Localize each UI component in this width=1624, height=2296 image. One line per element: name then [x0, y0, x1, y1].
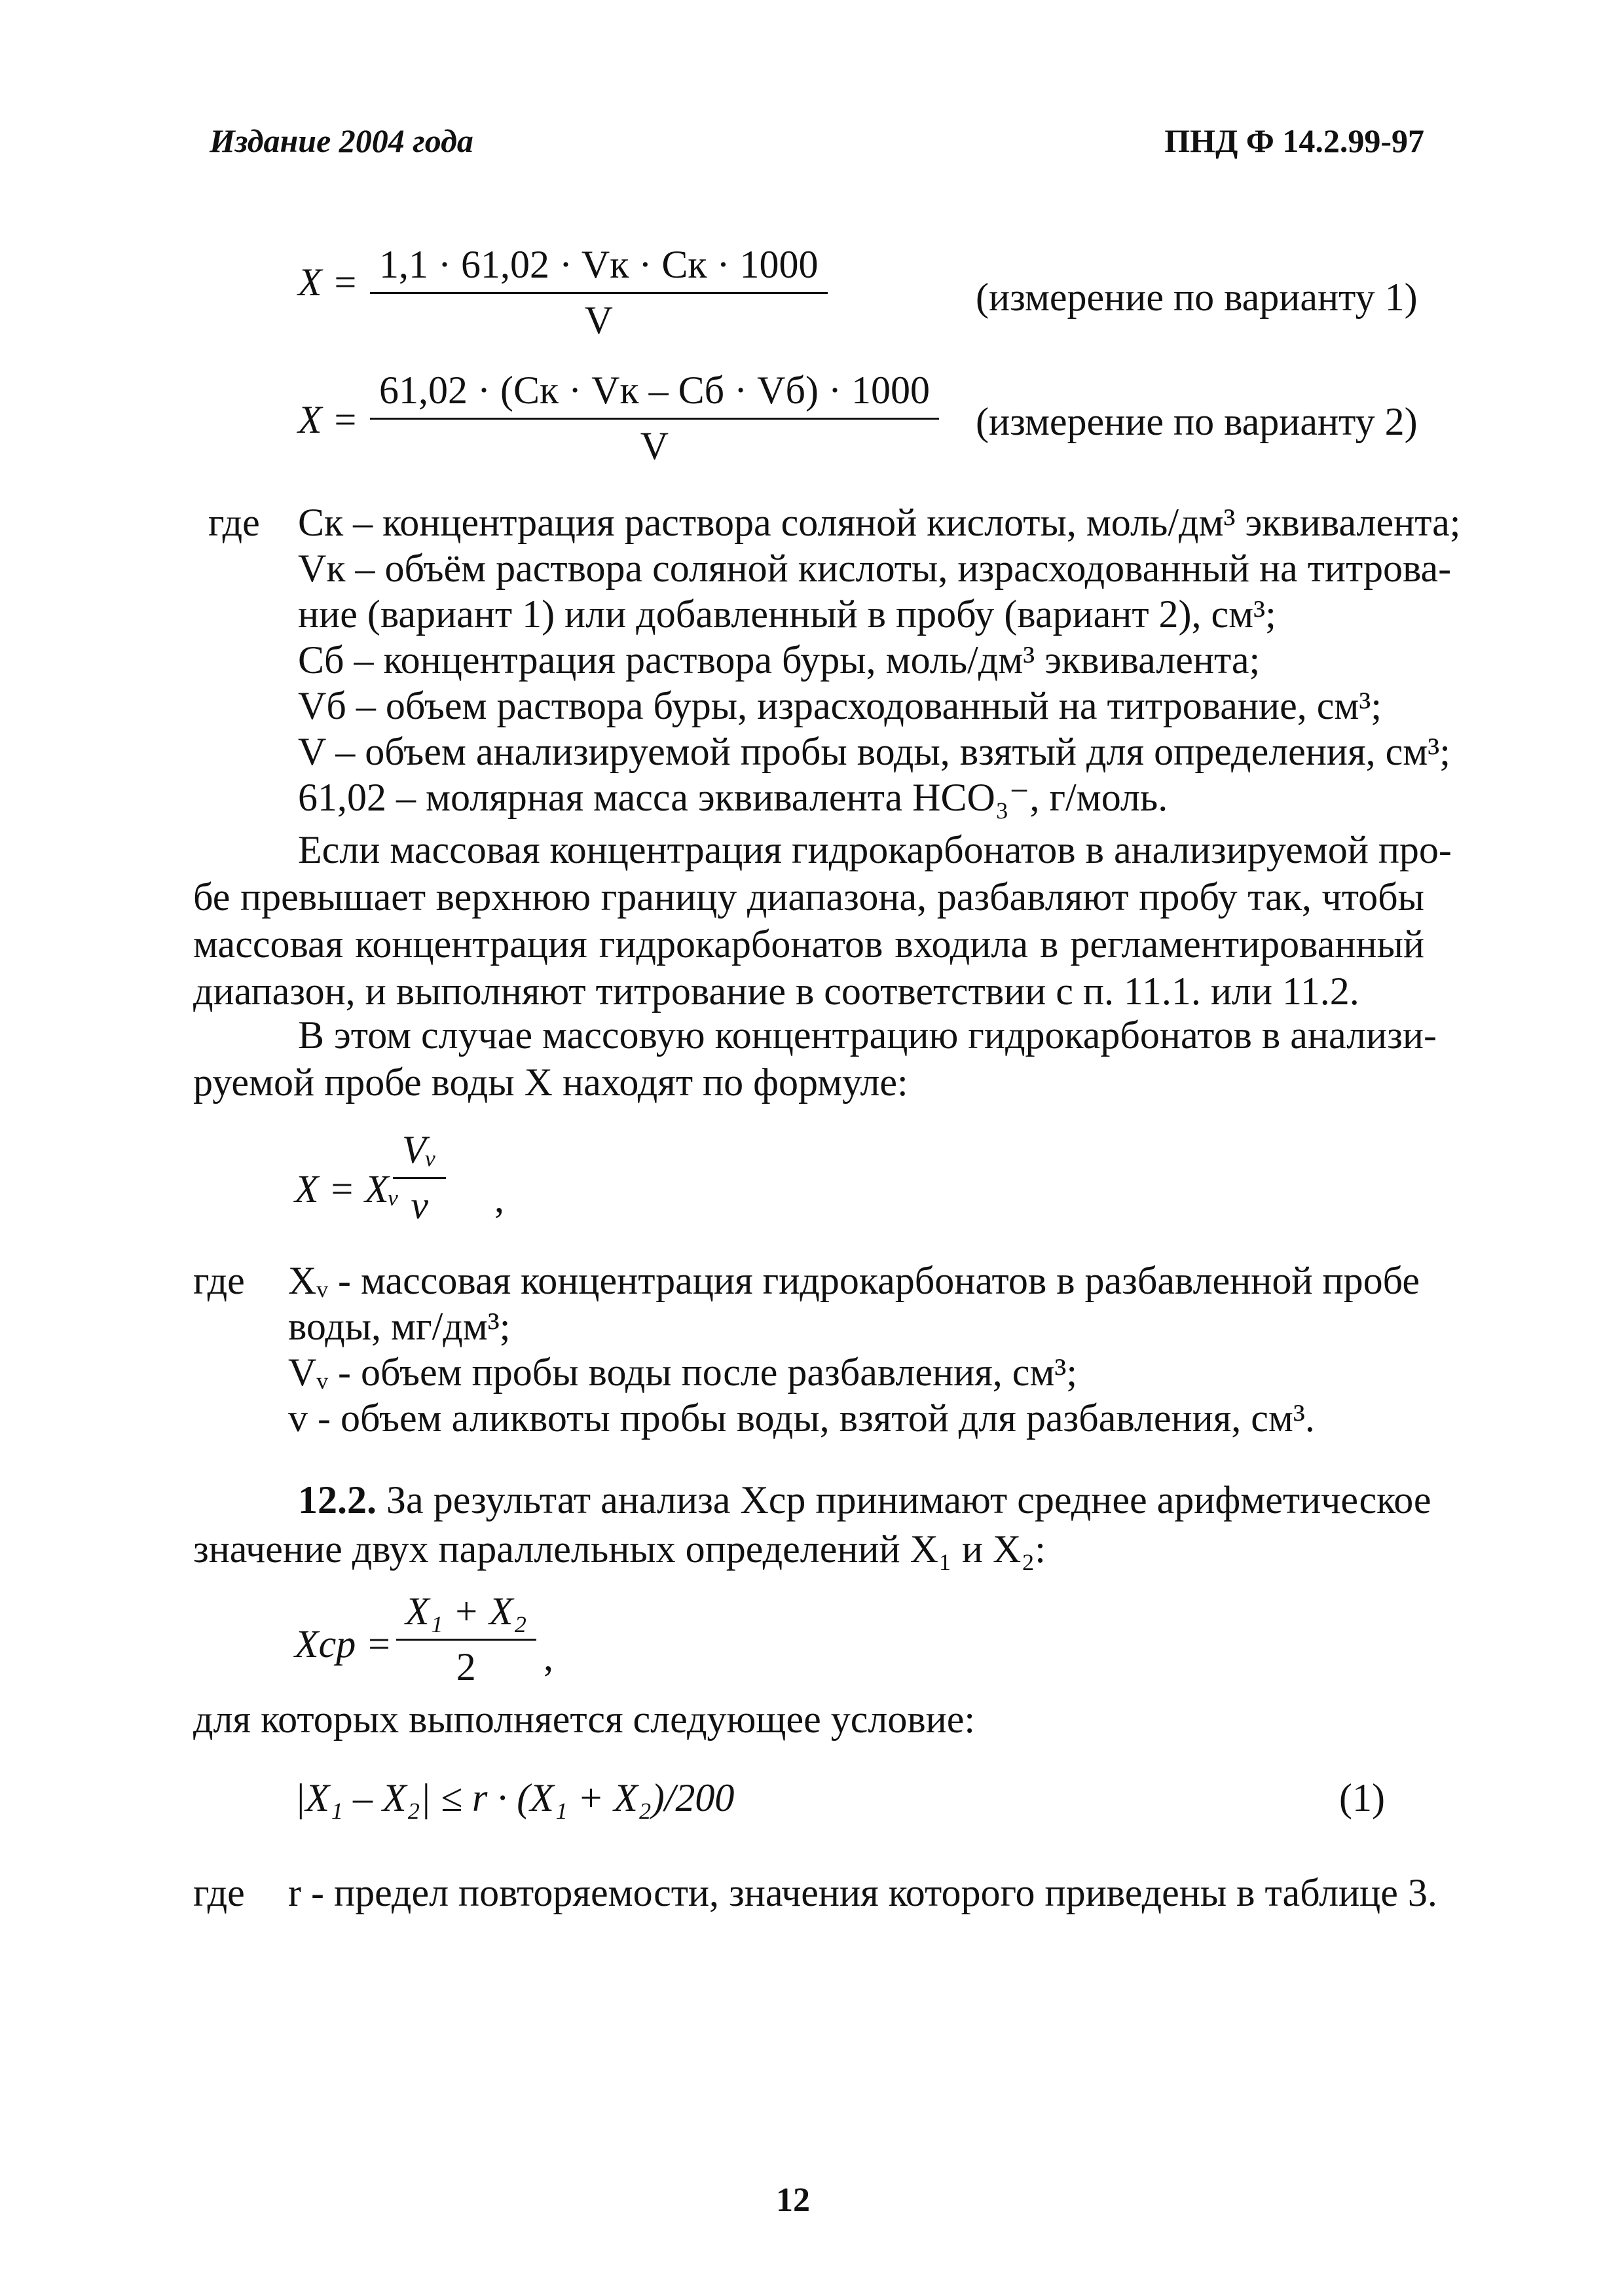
section-line-2: значение двух параллельных определений X₁ и X₂:	[193, 1527, 1046, 1571]
formula2-fraction	[370, 367, 939, 469]
formula4-lhs: Xср =	[295, 1622, 392, 1666]
paragraph1-line: диапазон, и выполняют титрование в соответствии с п. 11.1. или 11.2.	[193, 970, 1359, 1013]
equation-number: (1)	[1339, 1776, 1385, 1819]
where3-label: где	[193, 1871, 245, 1914]
paragraph-dilution	[193, 826, 1452, 1015]
where1-line-2: Vк – объём раствора соляной кислоты, израсходованный на титрова-	[298, 547, 1452, 590]
formula2-note: (измерение по варианту 2)	[976, 400, 1418, 443]
where2-line-4: v - объем аликвоты пробы воды, взятой для разбавления, см³.	[288, 1396, 1315, 1440]
formula1-numerator: 1,1 · 61,02 · Vк · Cк · 1000	[379, 243, 819, 286]
formula2-denominator: V	[640, 424, 669, 467]
paragraph1-line: массовая концентрация гидрокарбонатов входила в регламентированный	[193, 922, 1424, 966]
formula1-fraction	[370, 241, 828, 344]
formula3-lhs: X = Xᵥ	[295, 1167, 400, 1211]
formula4-fraction	[396, 1588, 536, 1690]
paragraph-formula-intro	[193, 1011, 1437, 1106]
formula4-denominator: 2	[456, 1645, 476, 1688]
where1-label: где	[208, 501, 260, 544]
where1-line-4: Cб – концентрация раствора буры, моль/дм³ эквивалента;	[298, 638, 1261, 682]
formula2-numerator: 61,02 · (Cк · Vк – Cб · Vб) · 1000	[379, 369, 930, 412]
where2-line-3: Vᵥ - объем пробы воды после разбавления, см³;	[288, 1351, 1078, 1394]
section-line-1: За результат анализа Xср принимают среднее арифметическое	[386, 1478, 1431, 1522]
paragraph2-line: руемой пробе воды X находят по формуле:	[193, 1061, 908, 1104]
section-number: 12.2.	[298, 1478, 377, 1522]
where1-line-3: ние (вариант 1) или добавленный в пробу (вариант 2), см³;	[298, 592, 1276, 636]
condition-expression: |X₁ – X₂| ≤ r · (X₁ + X₂)/200	[295, 1776, 735, 1819]
where1-line-5: Vб – объем раствора буры, израсходованный на титрование, см³;	[298, 684, 1382, 727]
formula3-comma: ,	[494, 1177, 504, 1220]
formula3-numerator: Vᵥ	[402, 1128, 437, 1171]
formula1-note: (измерение по варианту 1)	[976, 276, 1418, 319]
formula2-lhs: X =	[298, 398, 359, 441]
formula3-denominator: v	[411, 1184, 429, 1227]
where1-line-6: V – объем анализируемой пробы воды, взятый для определения, см³;	[298, 730, 1450, 773]
where2-line-2: воды, мг/дм³;	[288, 1305, 511, 1348]
formula1-denominator: V	[584, 299, 613, 342]
where1-line-7: 61,02 – молярная масса эквивалента HCO₃⁻, г/моль.	[298, 776, 1168, 819]
edition-label: Издание 2004 года	[210, 122, 473, 159]
page-number: 12	[776, 2181, 810, 2219]
formula4-numerator: X₁ + X₂	[405, 1590, 527, 1633]
formula3-fraction	[393, 1126, 446, 1229]
formula1-lhs: X =	[298, 261, 359, 304]
where2-label: где	[193, 1259, 245, 1302]
where2-line-1: Xᵥ - массовая концентрация гидрокарбонатов в разбавленной пробе	[288, 1259, 1420, 1302]
paragraph1-line: бе превышает верхнюю границу диапазона, разбавляют пробу так, чтобы	[193, 875, 1424, 919]
formula4-comma: ,	[544, 1635, 553, 1679]
document-code: ПНД Ф 14.2.99-97	[1164, 122, 1424, 159]
where3-text: r - предел повторяемости, значения которого приведены в таблице 3.	[288, 1871, 1437, 1914]
condition-intro: для которых выполняется следующее условие:	[193, 1698, 976, 1741]
paragraph1-line: Если массовая концентрация гидрокарбонатов в анализируемой про-	[298, 828, 1452, 871]
paragraph2-line: В этом случае массовую концентрацию гидрокарбонатов в анализи-	[298, 1013, 1437, 1057]
where1-line-1: Cк – концентрация раствора соляной кислоты, моль/дм³ эквивалента;	[298, 501, 1461, 544]
